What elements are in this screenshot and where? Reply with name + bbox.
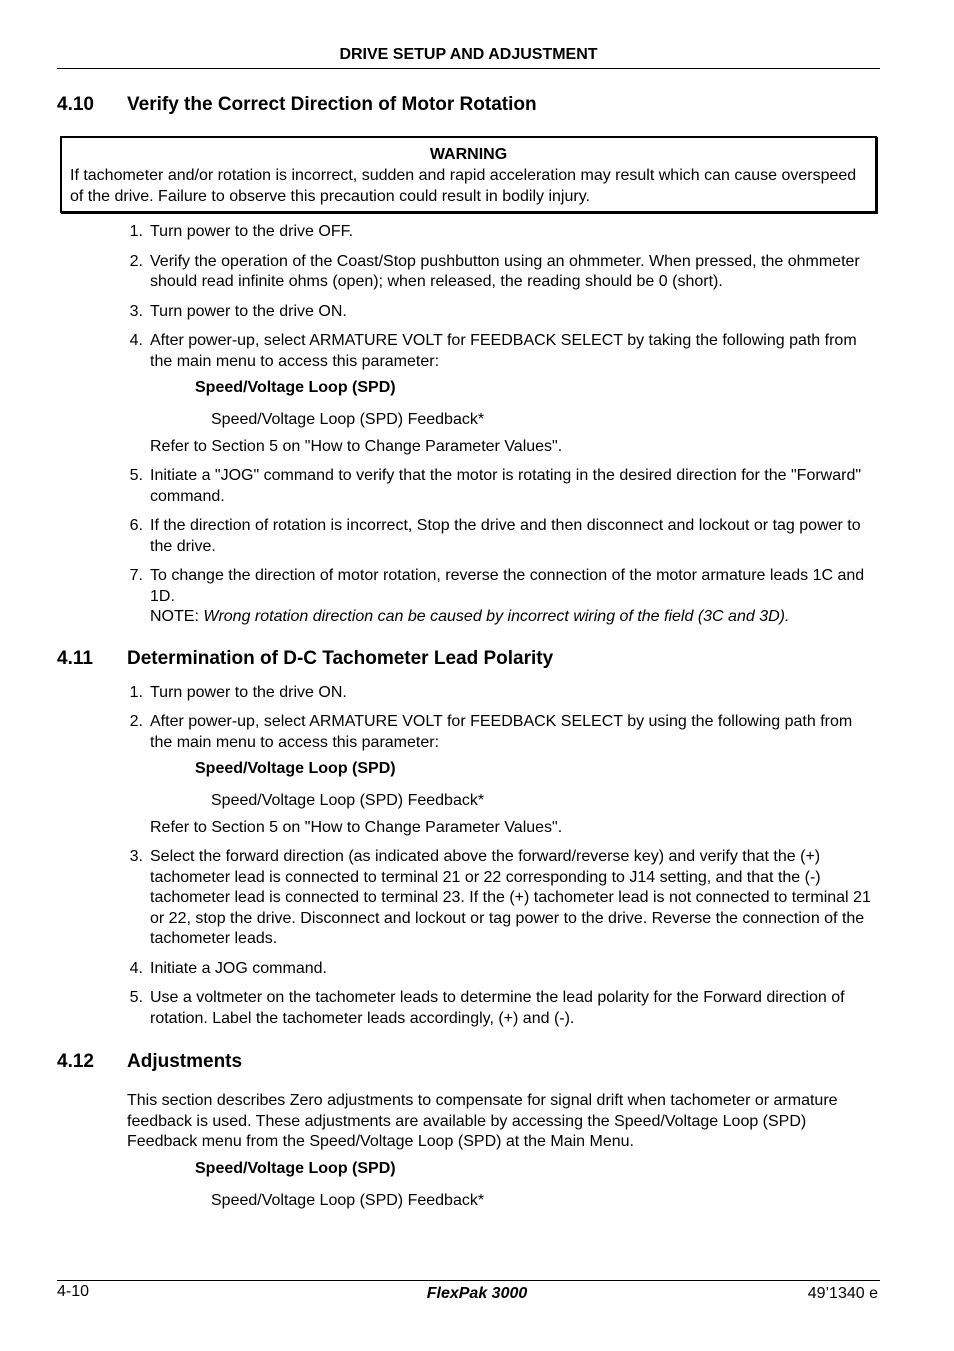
- menu-path-main: Speed/Voltage Loop (SPD): [195, 760, 396, 777]
- step: 2. Verify the operation of the Coast/Stop pushbutton using an ohmmeter. When pressed, the ohmmeter should read infinite ohms (open); when released, the reading should be 0 (short).: [129, 252, 860, 290]
- section-number: 4.11: [57, 647, 93, 669]
- section-4-10-steps-cont: [57, 466, 880, 628]
- adjustments-paragraph: This section describes Zero adjustments to compensate for signal drift when tachometer or armature feedback is used. These adjustments are available by accessing the Speed/Voltage Loop (SPD) Feedback menu from the Speed/Voltage Loop (SPD) at the Main Menu.: [127, 1092, 838, 1150]
- step: 4. After power-up, select ARMATURE VOLT for FEEDBACK SELECT by taking the following path from the main menu to access this parameter:: [129, 332, 857, 370]
- menu-path-sub: Speed/Voltage Loop (SPD) Feedback*: [211, 1191, 485, 1209]
- step: 5. Initiate a "JOG" command to verify that the motor is rotating in the desired direction for the "Forward" command.: [129, 467, 862, 505]
- section-title: Determination of D-C Tachometer Lead Polarity: [127, 647, 554, 669]
- note-text: Wrong rotation direction can be caused by incorrect wiring of the field (3C and 3D).: [203, 608, 790, 625]
- refer-note: Refer to Section 5 on "How to Change Parameter Values".: [150, 438, 563, 455]
- product-name: FlexPak 3000: [426, 1285, 528, 1302]
- menu-path-sub: Speed/Voltage Loop (SPD) Feedback*: [211, 411, 485, 428]
- menu-path-main: Speed/Voltage Loop (SPD): [195, 1159, 396, 1177]
- section-title: Verify the Correct Direction of Motor Rotation: [127, 94, 537, 115]
- step: 3. Turn power to the drive ON.: [129, 302, 347, 320]
- warning-text: If tachometer and/or rotation is incorrect, sudden and rapid acceleration may result which can cause overspeed of the drive. Failure to observe this precaution could result in bodily injury.: [70, 167, 857, 205]
- section-4-11-heading: [57, 644, 880, 674]
- step: 1. Turn power to the drive ON.: [129, 683, 347, 701]
- section-4-10-heading: [57, 90, 880, 120]
- section-number: 4.10: [57, 94, 94, 115]
- section-4-11-steps-cont: [57, 847, 880, 1029]
- page-number: 4-10: [57, 1283, 90, 1300]
- header-rule: [57, 68, 880, 69]
- page-content: [57, 90, 880, 1211]
- step: 5. Use a voltmeter on the tachometer leads to determine the lead polarity for the Forward direction of rotation. Label the tachometer leads accordingly, (+) and (-).: [129, 989, 845, 1027]
- menu-path-main: Speed/Voltage Loop (SPD): [195, 379, 396, 396]
- step: 4. Initiate a JOG command.: [129, 959, 327, 977]
- refer-note: Refer to Section 5 on "How to Change Parameter Values".: [150, 819, 563, 836]
- section-4-12-heading: [57, 1047, 880, 1077]
- menu-path-sub: Speed/Voltage Loop (SPD) Feedback*: [211, 792, 485, 809]
- running-header: DRIVE SETUP AND ADJUSTMENT: [339, 46, 598, 63]
- step: 7. To change the direction of motor rotation, reverse the connection of the motor armature leads 1C and 1D. NOTE: Wrong rotation direction can be caused by incorrect wiring of the field (3C and 3D).: [129, 567, 865, 625]
- warning-title: WARNING: [429, 146, 508, 163]
- step: 1. Turn power to the drive OFF.: [129, 223, 354, 240]
- step: 6. If the direction of rotation is incorrect, Stop the drive and then disconnect and lockout or tag power to the drive.: [129, 517, 861, 555]
- section-title: Adjustments: [127, 1051, 243, 1072]
- warning-box: [60, 136, 877, 213]
- section-4-10-steps: [57, 222, 880, 372]
- section-4-11-steps: [57, 683, 880, 754]
- step: 2. After power-up, select ARMATURE VOLT for FEEDBACK SELECT by using the following path from the main menu to access this parameter:: [129, 713, 853, 751]
- footer-rule: [57, 1280, 880, 1281]
- note-label: NOTE:: [150, 608, 204, 625]
- document-number: 49’1340 e: [807, 1285, 878, 1302]
- step: 3. Select the forward direction (as indicated above the forward/reverse key) and verify that the (+) tachometer lead is connected to terminal 21 or 22 corresponding to J14 setting, and that the (-) tachometer lead is connected to terminal 23. If the (+) tachometer lead is not connected to terminal 21 or 22, stop the drive. Disconnect and lockout or tag power to the drive. Reverse the connection of the tachometer leads.: [129, 848, 871, 947]
- section-number: 4.12: [57, 1051, 94, 1072]
